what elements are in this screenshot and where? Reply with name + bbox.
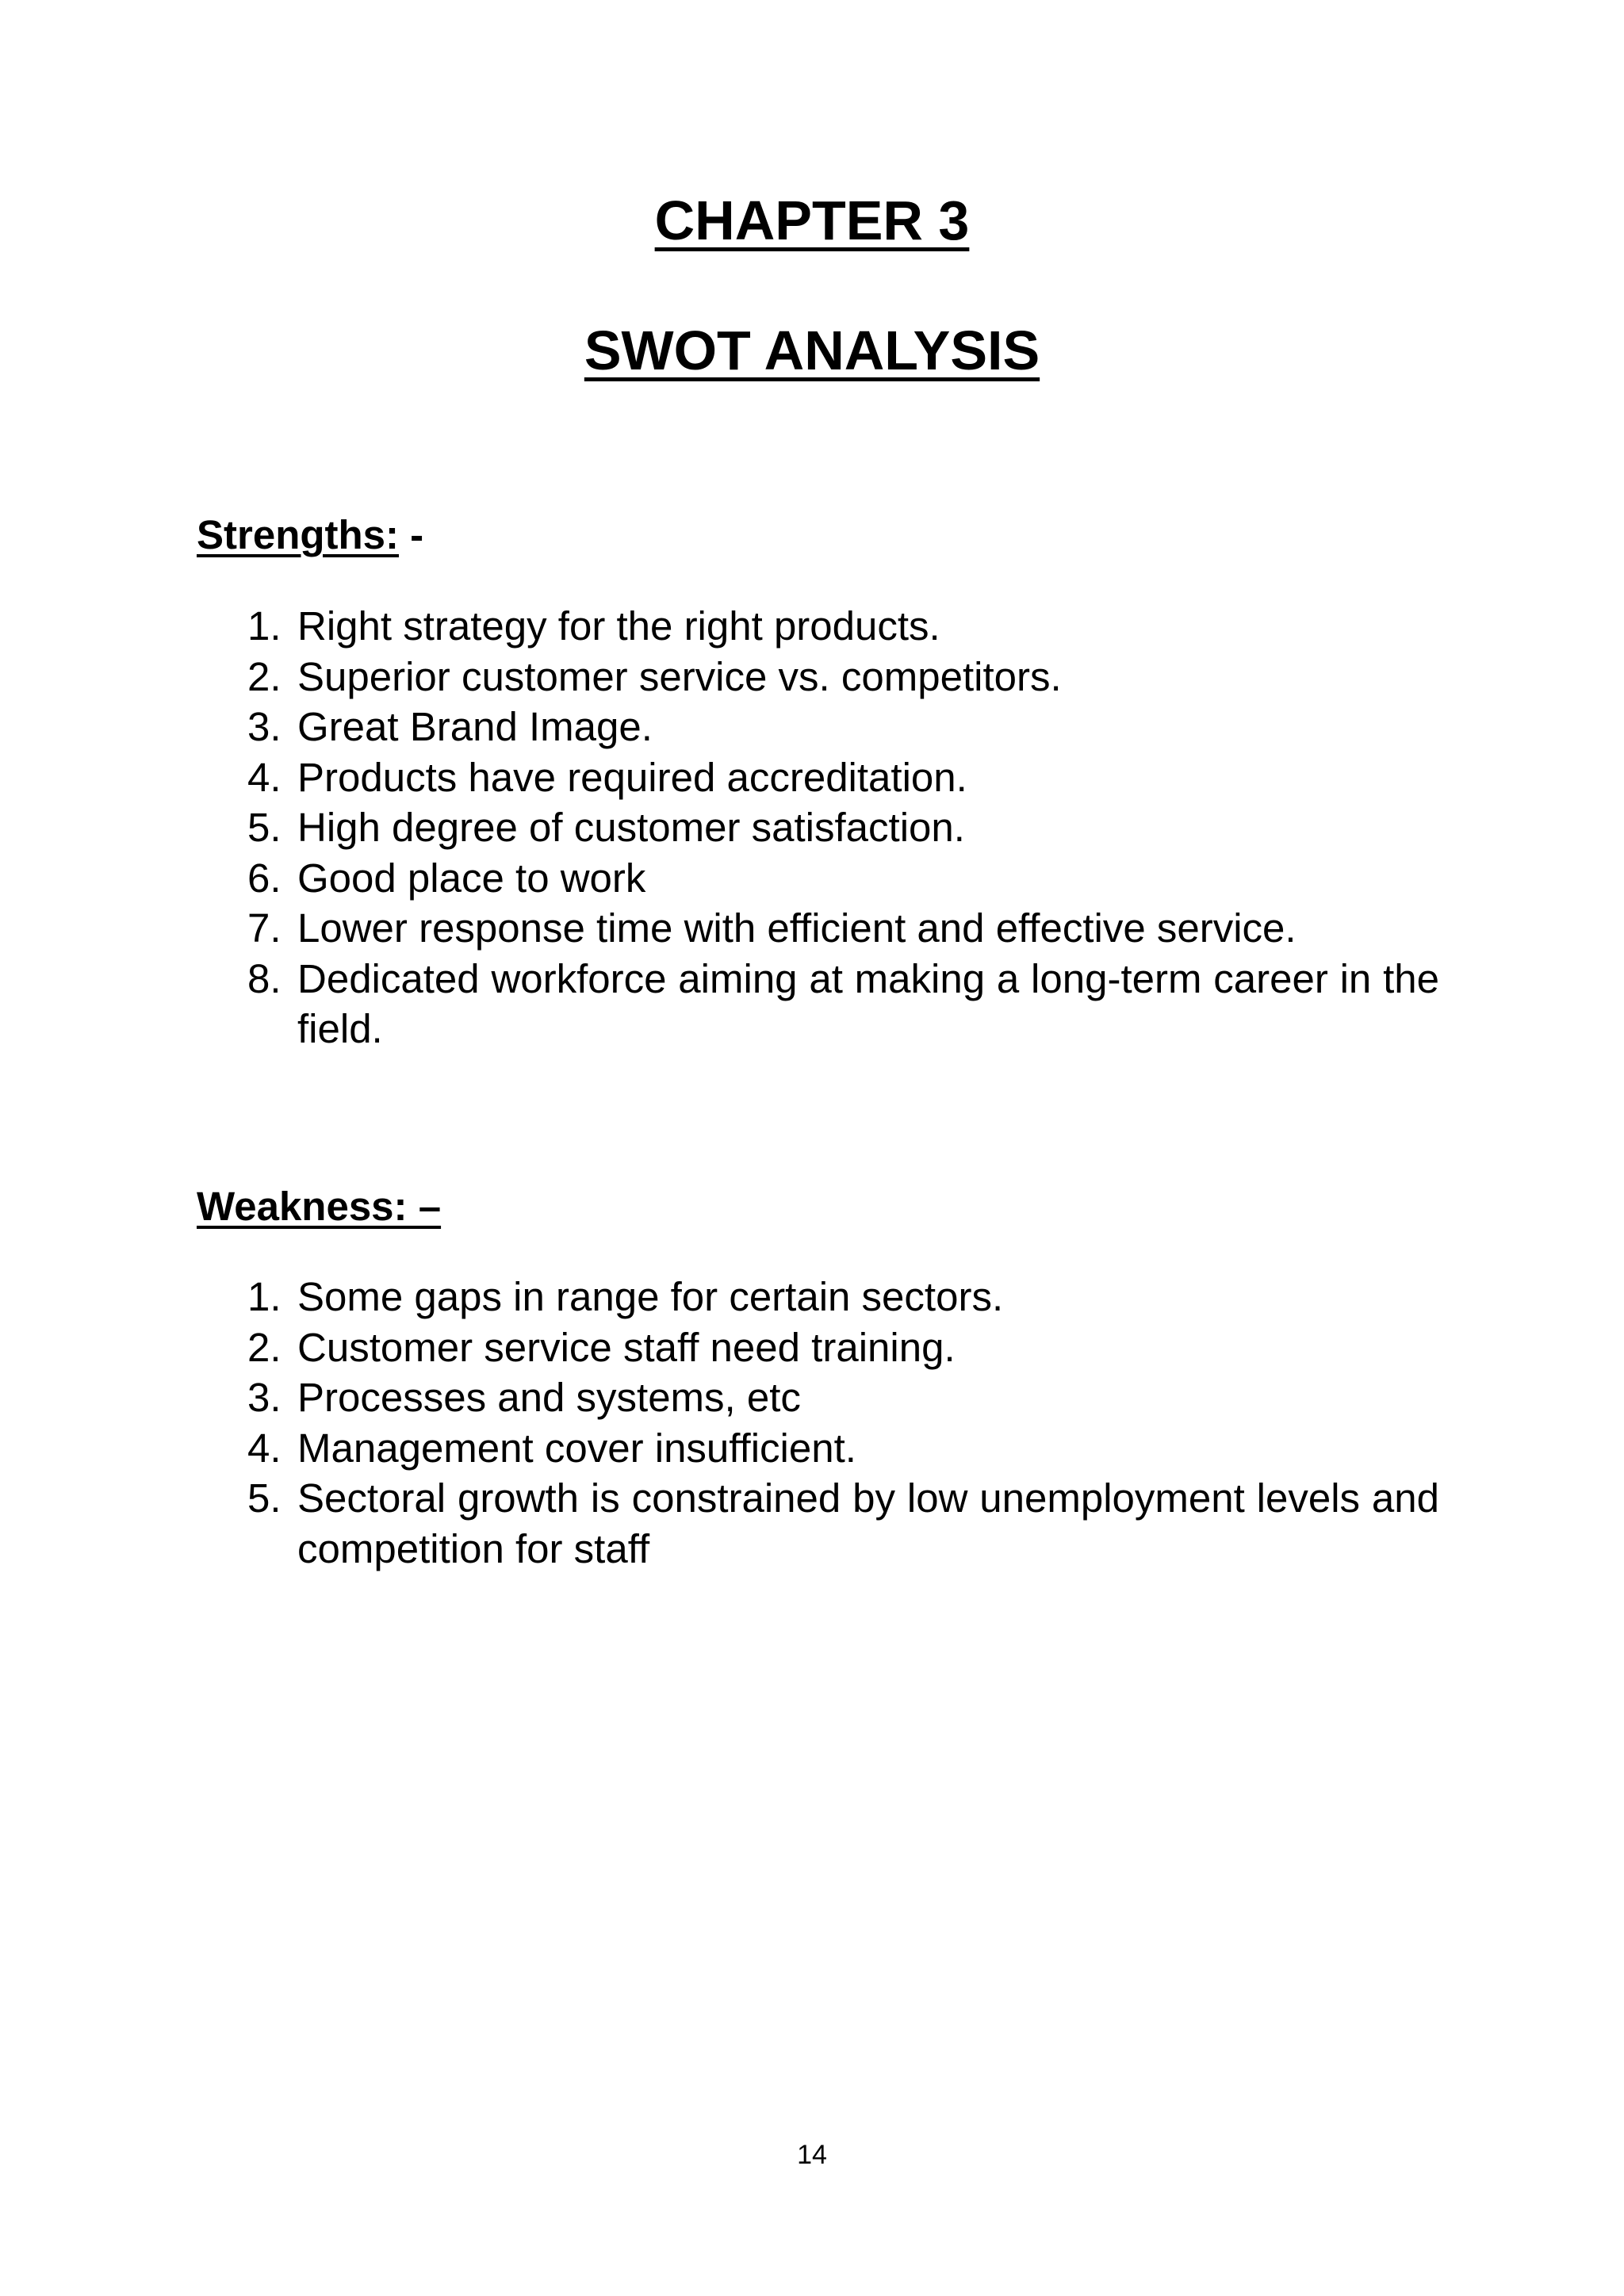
list-item	[238, 601, 1439, 652]
list-item-text: Sectoral growth is constrained by low unemployment levels and competition for staff	[297, 1475, 1439, 1571]
list-item	[238, 1372, 1439, 1423]
list-item-text: Superior customer service vs. competitors.	[297, 653, 1062, 699]
list-item	[238, 752, 1439, 803]
list-item-number: 4.	[247, 1425, 282, 1471]
weakness-list	[238, 1272, 1439, 1574]
list-item-text: High degree of customer satisfaction.	[297, 805, 965, 850]
chapter-title: CHAPTER 3	[654, 189, 970, 251]
strengths-list	[238, 601, 1439, 1054]
section-title: SWOT ANALYSIS	[584, 320, 1040, 381]
strengths-heading-suffix: -	[399, 512, 424, 557]
strengths-heading-label: Strengths:	[197, 512, 399, 557]
list-item-text: Products have required accreditation.	[297, 754, 967, 800]
list-item	[238, 802, 1439, 853]
list-item	[238, 853, 1439, 904]
list-item	[238, 652, 1439, 702]
list-item-number: 7.	[247, 905, 282, 951]
list-item-text: Dedicated workforce aiming at making a long-term career in the field.	[297, 955, 1439, 1051]
list-item-number: 1.	[247, 1274, 282, 1319]
list-item-text: Some gaps in range for certain sectors.	[297, 1274, 1004, 1319]
list-item	[238, 1423, 1439, 1474]
list-item	[238, 954, 1439, 1054]
list-item-number: 5.	[247, 1475, 282, 1521]
list-item-text: Customer service staff need training.	[297, 1324, 956, 1370]
list-item-number: 4.	[247, 754, 282, 800]
list-item-number: 8.	[247, 955, 282, 1001]
list-item-number: 5.	[247, 805, 282, 850]
weakness-heading	[197, 1183, 441, 1230]
list-item-number: 6.	[247, 855, 282, 901]
list-item-number: 2.	[247, 1324, 282, 1370]
weakness-heading-label: Weakness: –	[197, 1184, 442, 1229]
list-item	[238, 903, 1439, 954]
strengths-heading	[197, 511, 423, 559]
list-item-text: Lower response time with efficient and effective service.	[297, 905, 1297, 951]
list-item	[238, 1272, 1439, 1322]
list-item-text: Good place to work	[297, 855, 646, 901]
list-item-text: Processes and systems, etc	[297, 1375, 801, 1420]
list-item	[238, 702, 1439, 752]
list-item-number: 2.	[247, 653, 282, 699]
list-item-number: 3.	[247, 1375, 282, 1420]
list-item	[238, 1322, 1439, 1373]
page-number: 14	[797, 2140, 827, 2170]
list-item-text: Great Brand Image.	[297, 704, 653, 749]
list-item-text: Right strategy for the right products.	[297, 603, 940, 649]
list-item-number: 1.	[247, 603, 282, 649]
list-item	[238, 1473, 1439, 1574]
list-item-text: Management cover insufficient.	[297, 1425, 856, 1471]
list-item-number: 3.	[247, 704, 282, 749]
